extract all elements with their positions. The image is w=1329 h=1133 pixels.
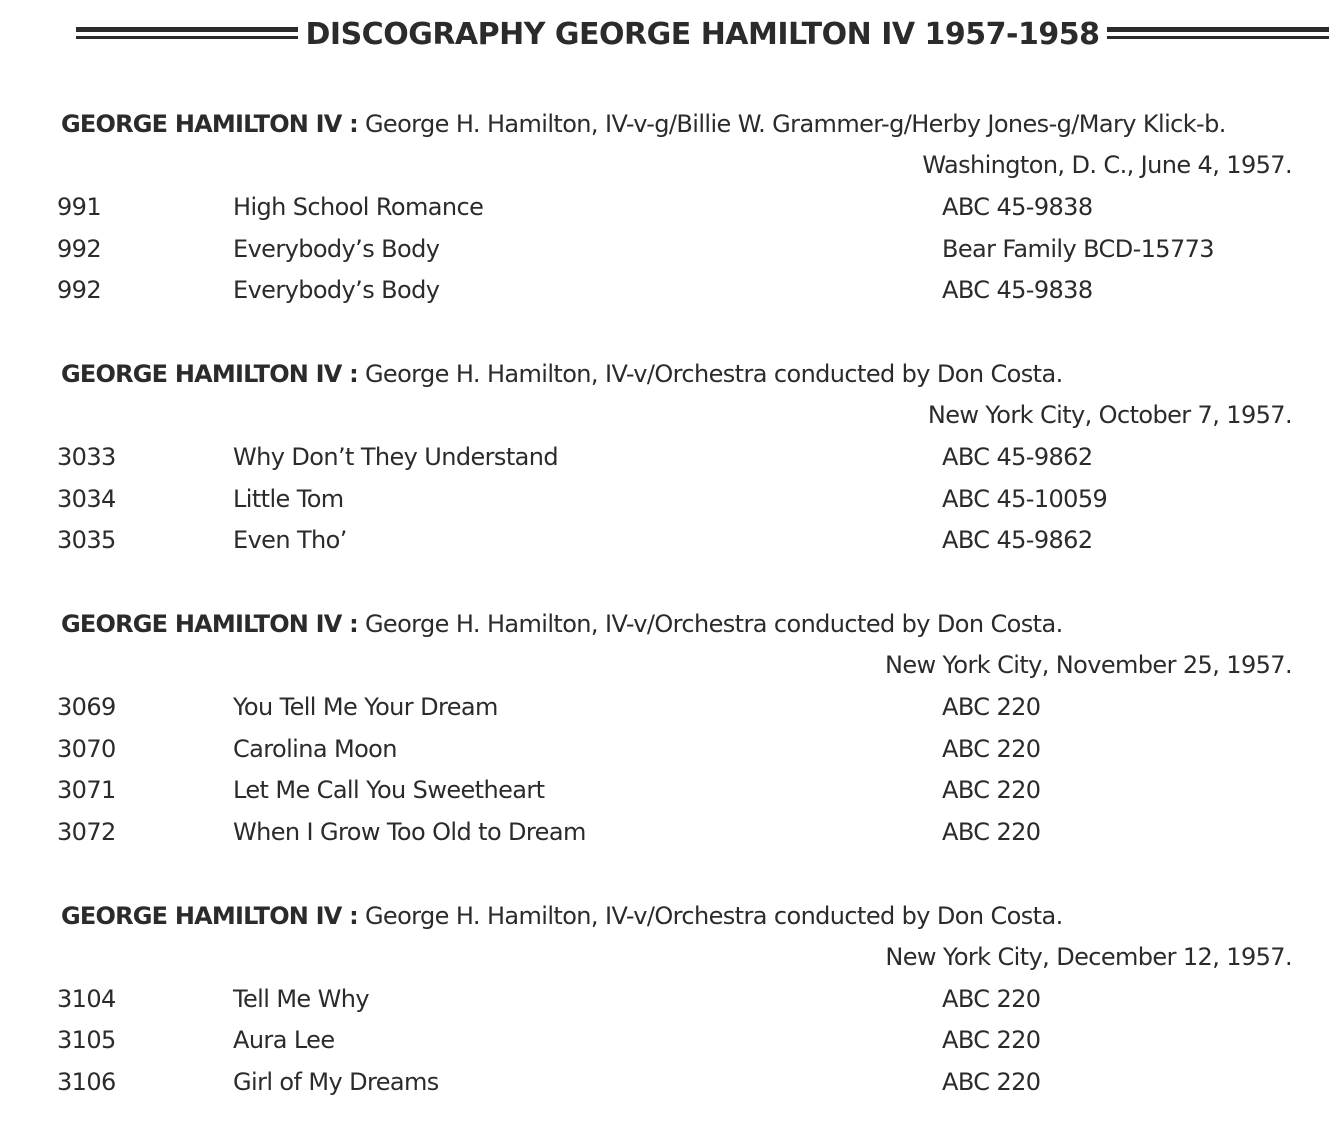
track-row (0, 235, 1329, 275)
song-title: Carolina Moon (233, 735, 397, 763)
session-location: New York City, December 12, 1957. (885, 943, 1292, 971)
track-row (0, 985, 1329, 1025)
matrix-number: 3104 (57, 985, 116, 1013)
matrix-number: 3034 (57, 485, 116, 513)
song-title: Why Don’t They Understand (233, 443, 558, 471)
release-number: ABC 220 (942, 985, 1041, 1013)
track-row (0, 276, 1329, 316)
session-location: New York City, October 7, 1957. (927, 401, 1292, 429)
release-number: ABC 220 (942, 776, 1041, 804)
matrix-number: 3070 (57, 735, 116, 763)
session-line (61, 110, 1226, 138)
session-location: New York City, November 25, 1957. (884, 651, 1292, 679)
release-number: ABC 220 (942, 1068, 1041, 1096)
session-location: Washington, D. C., June 4, 1957. (922, 151, 1292, 179)
release-number: ABC 45-10059 (942, 485, 1108, 513)
personnel: George H. Hamilton, IV-v/Orchestra conducted by Don Costa. (364, 902, 1063, 930)
song-title: Even Tho’ (233, 526, 347, 554)
matrix-number: 3071 (57, 776, 116, 804)
track-row (0, 1068, 1329, 1108)
release-number: ABC 45-9862 (942, 526, 1093, 554)
song-title: When I Grow Too Old to Dream (233, 818, 586, 846)
artist-name: GEORGE HAMILTON IV : (61, 110, 358, 138)
matrix-number: 3072 (57, 818, 116, 846)
matrix-number: 3106 (57, 1068, 116, 1096)
song-title: Let Me Call You Sweetheart (233, 776, 545, 804)
matrix-number: 992 (57, 276, 102, 304)
matrix-number: 3105 (57, 1026, 116, 1054)
session-line (61, 360, 1063, 388)
release-number: ABC 220 (942, 1026, 1041, 1054)
track-row (0, 693, 1329, 733)
matrix-number: 3069 (57, 693, 116, 721)
track-row (0, 526, 1329, 566)
track-row (0, 776, 1329, 816)
release-number: ABC 45-9838 (942, 193, 1093, 221)
track-row (0, 485, 1329, 525)
artist-name: GEORGE HAMILTON IV : (61, 610, 358, 638)
header-rule-left (76, 27, 298, 41)
artist-name: GEORGE HAMILTON IV : (61, 360, 358, 388)
track-row (0, 818, 1329, 858)
song-title: High School Romance (233, 193, 484, 221)
song-title: Girl of My Dreams (233, 1068, 439, 1096)
session-line (61, 902, 1063, 930)
personnel: George H. Hamilton, IV-v/Orchestra conducted by Don Costa. (364, 360, 1063, 388)
track-row (0, 735, 1329, 775)
matrix-number: 3035 (57, 526, 116, 554)
release-number: ABC 220 (942, 693, 1041, 721)
personnel: George H. Hamilton, IV-v/Orchestra conducted by Don Costa. (364, 610, 1063, 638)
release-number: ABC 220 (942, 735, 1041, 763)
release-number: ABC 220 (942, 818, 1041, 846)
session-line (61, 610, 1063, 638)
release-number: ABC 45-9838 (942, 276, 1093, 304)
song-title: Little Tom (233, 485, 344, 513)
artist-name: GEORGE HAMILTON IV : (61, 902, 358, 930)
song-title: Tell Me Why (233, 985, 369, 1013)
song-title: Everybody’s Body (233, 235, 440, 263)
song-title: Everybody’s Body (233, 276, 440, 304)
track-row (0, 443, 1329, 483)
release-number: ABC 45-9862 (942, 443, 1093, 471)
matrix-number: 991 (57, 193, 102, 221)
track-row (0, 1026, 1329, 1066)
song-title: You Tell Me Your Dream (233, 693, 498, 721)
track-row (0, 193, 1329, 233)
page-title: DISCOGRAPHY GEORGE HAMILTON IV 1957-1958 (305, 16, 1100, 52)
matrix-number: 3033 (57, 443, 116, 471)
page-header (76, 12, 1329, 56)
song-title: Aura Lee (233, 1026, 335, 1054)
matrix-number: 992 (57, 235, 102, 263)
header-rule-right (1107, 27, 1329, 41)
personnel: George H. Hamilton, IV-v-g/Billie W. Grammer-g/Herby Jones-g/Mary Klick-b. (364, 110, 1226, 138)
release-number: Bear Family BCD-15773 (942, 235, 1214, 263)
